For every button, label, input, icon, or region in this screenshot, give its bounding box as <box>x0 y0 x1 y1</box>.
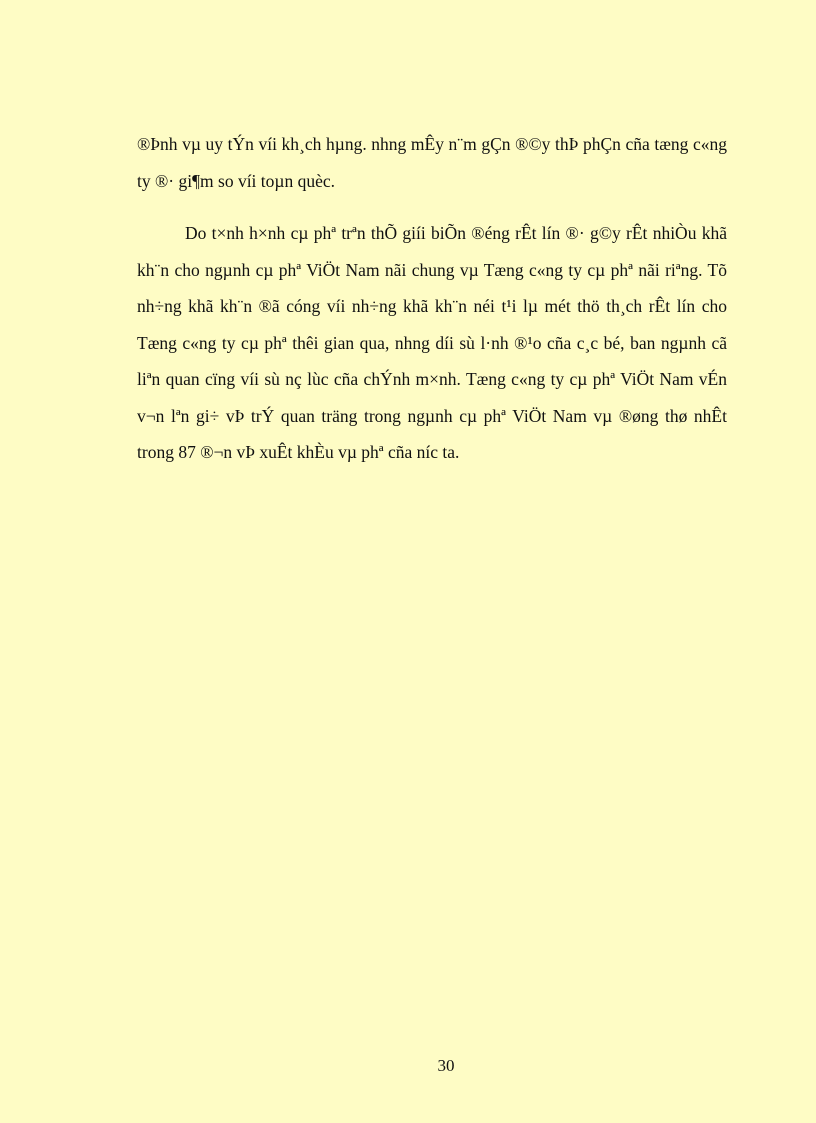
paragraph-continuation: ®Þnh vµ uy tÝn víi kh¸ch hµng. nhng mÊy n¨m gÇn ®©y thÞ phÇn cña tæng c«ng ty ®· gi¶m so víi toµn quèc. <box>137 134 727 191</box>
page-number: 30 <box>437 1056 455 1075</box>
body-text <box>137 126 727 471</box>
paragraph-coffee-situation: Do t×nh h×nh cµ phª trªn thÕ giíi biÕn ®éng rÊt lín ®· g©y rÊt nhiÒu khã kh¨n cho ngµnh cµ phª ViÖt Nam nãi chung vµ Tæng c«ng ty cµ phª nãi riªng. Tõ nh÷ng khã kh¨n ®ã cóng víi nh÷ng khã kh¨n néi t¹i lµ mét thö th¸ch rÊt lín cho Tæng c«ng ty cµ phª thêi gian qua, nhng díi sù l·nh ®¹o cña c¸c bé, ban ngµnh cã liªn quan cïng víi sù nç lùc cña chÝnh m×nh. Tæng c«ng ty cµ phª ViÖt Nam vÉn v¬n lªn gi÷ vÞ trÝ quan träng trong ngµnh cµ phª ViÖt Nam vµ ®øng thø nhÊt trong 87 ®¬n vÞ xuÊt khÈu vµ phª cña níc ta. <box>137 223 727 462</box>
